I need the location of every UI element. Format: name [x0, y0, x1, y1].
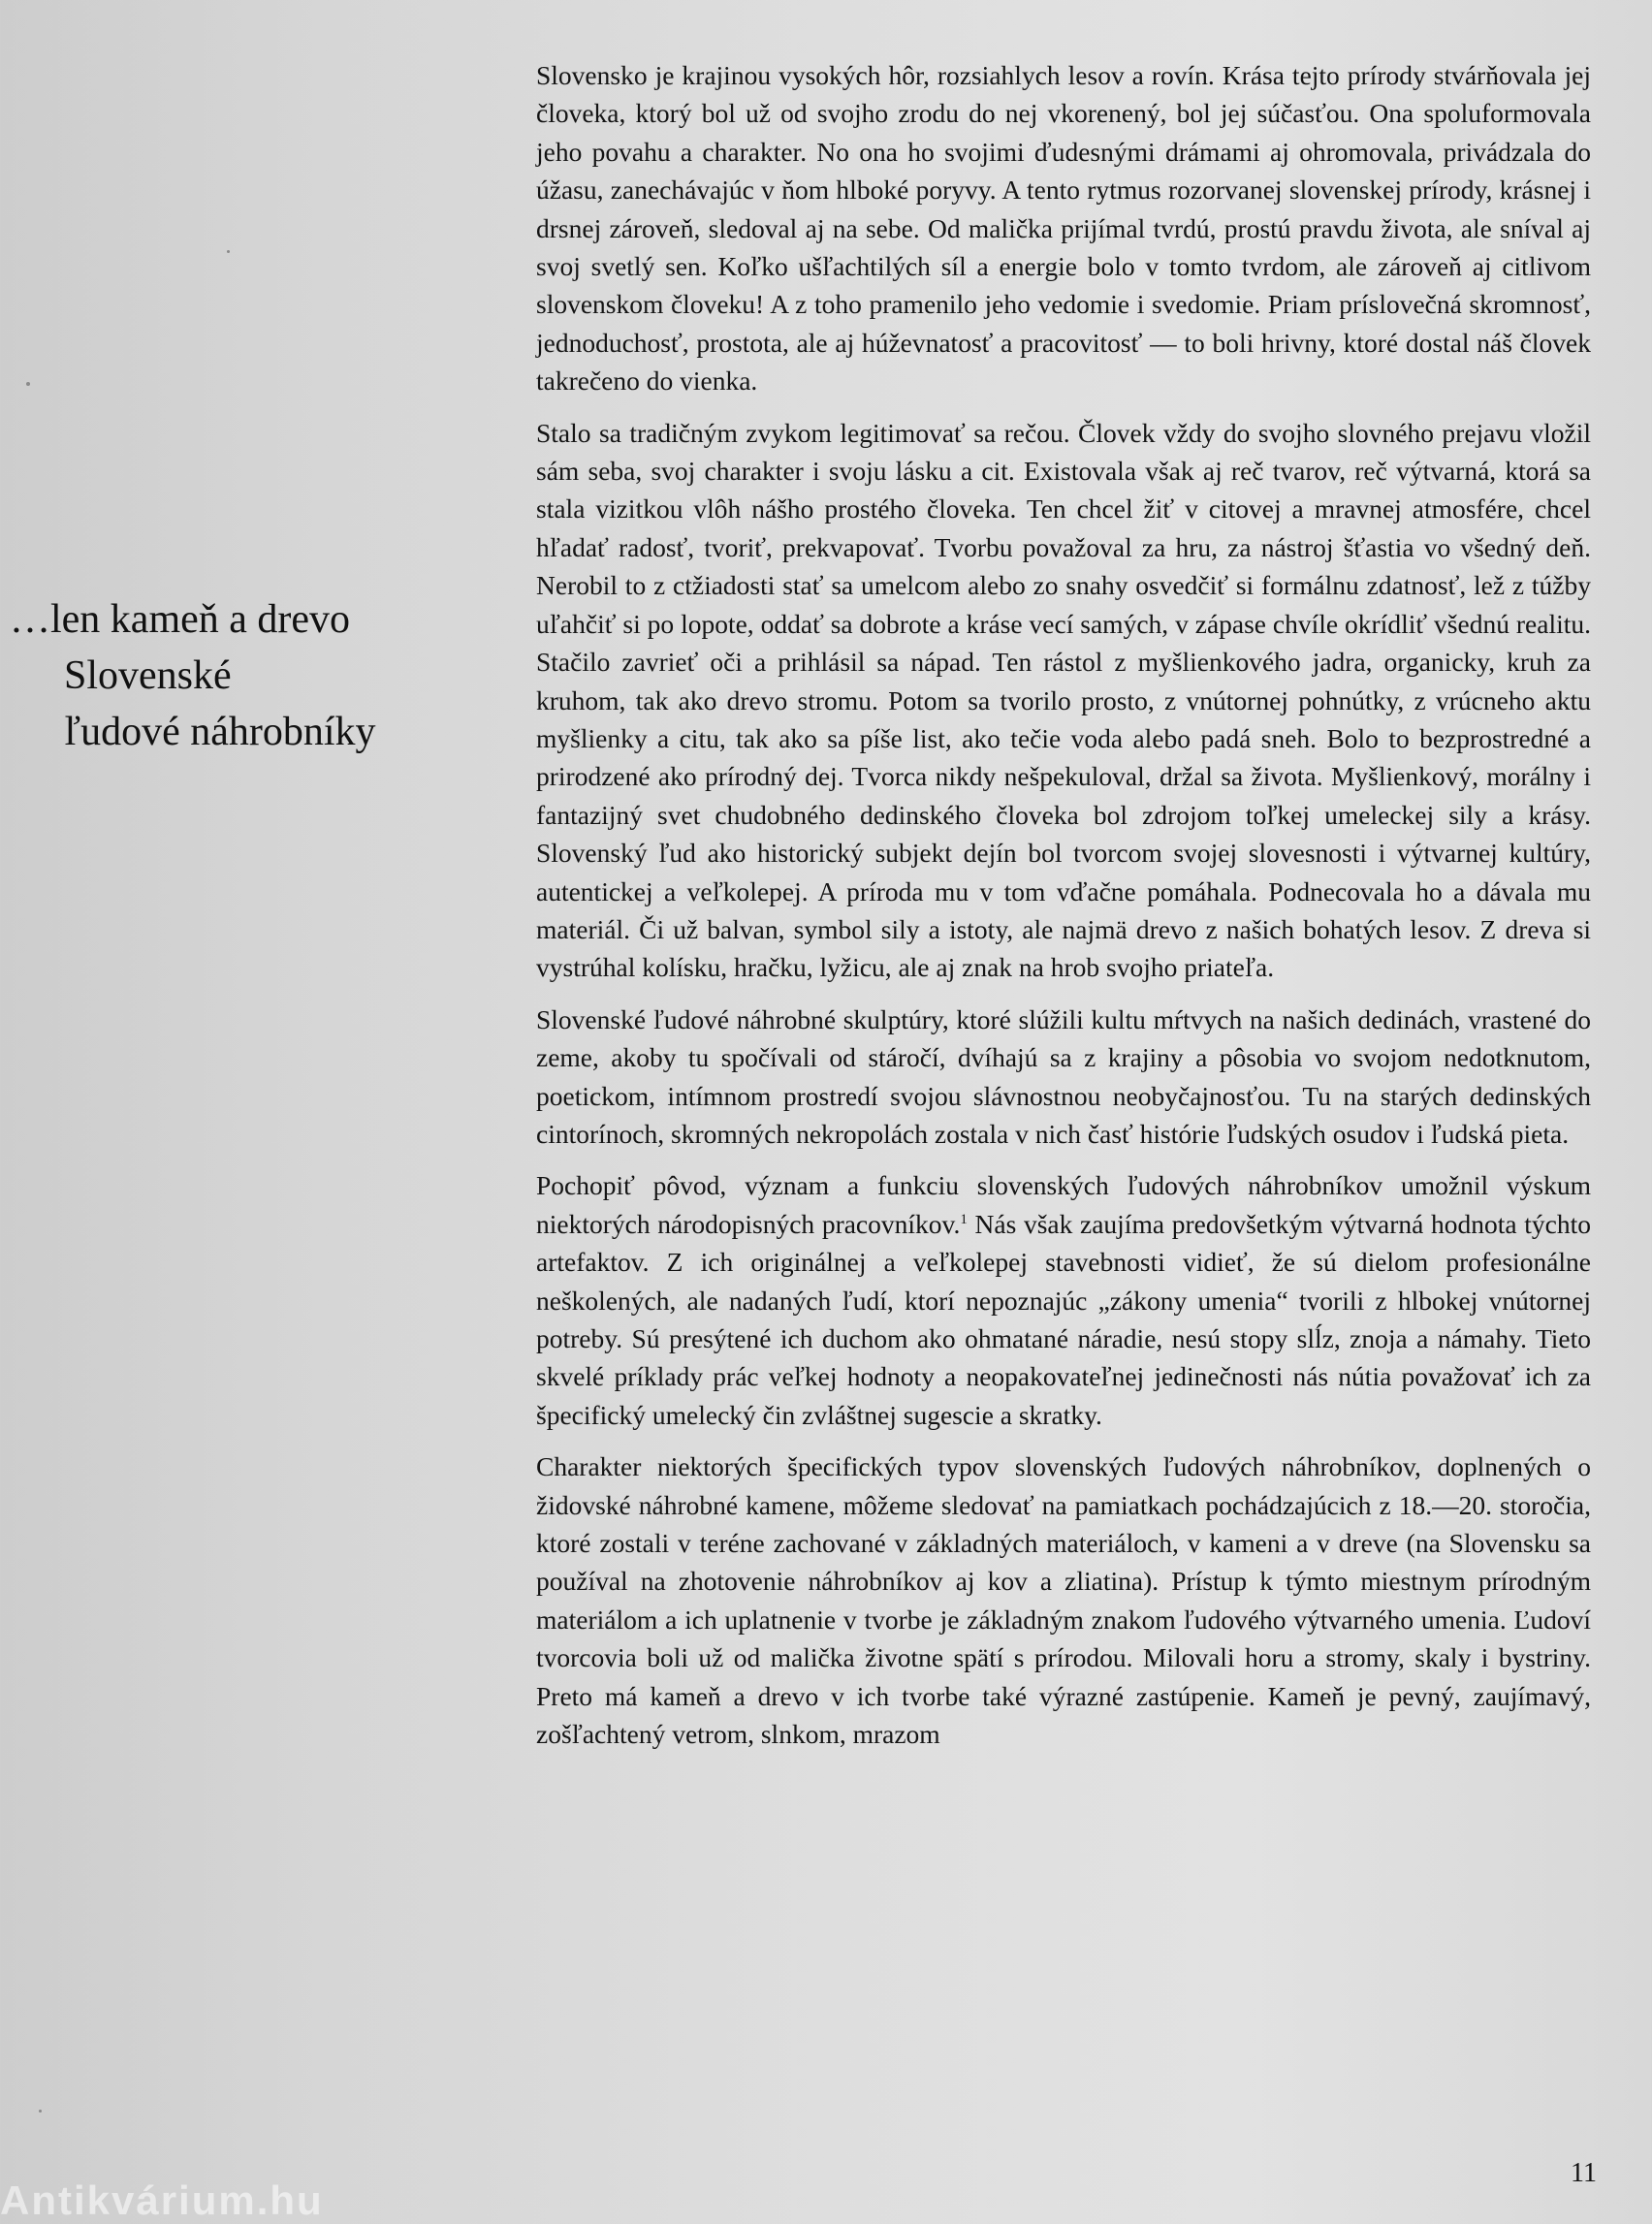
chapter-title	[10, 591, 465, 760]
paper-speck	[39, 2110, 42, 2113]
page-number: 11	[1571, 2158, 1597, 2188]
paragraph-4	[536, 1166, 1591, 1434]
paper-speck	[227, 250, 230, 253]
body-text	[536, 56, 1591, 1766]
watermark: Antikvárium.hu	[0, 2177, 324, 2223]
paper-speck	[26, 382, 30, 386]
footnote-marker: 1	[960, 1211, 968, 1227]
paragraph-5: Charakter niektorých špecifických typov slovenských ľudových náhrobníkov, doplnených o židovské náhrobné kamene, môžeme sledovať na pamiatkach pochádzajúcich z 18.—20. storočia, ktoré zostali v teréne zachované v základných materiáloch, v kameni a v dreve (na Slovensku sa používal na zhotovenie náhrobníkov aj kov a zliatina). Prístup k týmto miestnym prírodným materiálom a ich uplatnenie v tvorbe je základným znakom ľudového výtvarného umenia. Ľudoví tvorcovia boli už od malička životne spätí s prírodou. Milovali horu a stromy, skaly i bystriny. Preto má kameň a drevo v ich tvorbe také výrazné zastúpenie. Kameň je pevný, zaujímavý, zošľachtený vetrom, slnkom, mrazom	[536, 1451, 1591, 1750]
chapter-title-line-2: Slovenské	[64, 653, 232, 698]
paragraph-1: Slovensko je krajinou vysokých hôr, rozsiahlych lesov a rovín. Krása tejto prírody stvárňovala jej človeka, ktorý bol už od svojho zrodu do nej vkorenený, bol jej súčasťou. Ona spoluformovala jeho povahu a charakter. No ona ho svojimi ďudesnými drámami aj ohromovala, privádzala do úžasu, zanechávajúc v ňom hlboké poryvy. A tento rytmus rozorvanej slovenskej prírody, krásnej i drsnej zároveň, sledoval aj na sebe. Od malička prijímal tvrdú, prostú pravdu života, ale sníval aj svoj svetlý sen. Koľko ušľachtilých síl a energie bolo v tomto tvrdom, ale zároveň aj citlivom slovenskom človeku! A z toho pramenilo jeho vedomie i svedomie. Priam príslovečná skromnosť, jednoduchosť, prostota, ale aj húževnatosť a pracovitosť — to boli hrivny, ktoré dostal náš človek takrečeno do vienka.	[536, 60, 1591, 397]
chapter-title-line-1: …len kameň a drevo	[10, 597, 351, 642]
paragraph-4-text-a: Pochopiť pôvod, význam a funkciu slovenských ľudových náhrobníkov umožnil výskum niektorých národopisných pracovníkov.	[536, 1170, 1591, 1239]
chapter-title-line-3: ľudové náhrobníky	[64, 710, 376, 754]
paragraph-4-text-b: Nás však zaujíma predovšetkým výtvarná hodnota týchto artefaktov. Z ich originálnej a veľkolepej stavebnosti vidieť, že sú dielom profesionálne neškolených, ale nadaných ľudí, ktorí nepoznajúc „zákony umenia“ tvorili z hlbokej vnútornej potreby. Sú presýtené ich duchom ako ohmatané náradie, nesú stopy slĺz, znoja a námahy. Tieto skvelé príklady prác veľkej hodnoty a neopakovateľnej jedinečnosti nás nútia považovať ich za špecifický umelecký čin zvláštnej sugescie a skratky.	[536, 1208, 1592, 1430]
paragraph-2: Stalo sa tradičným zvykom legitimovať sa rečou. Človek vždy do svojho slovného prejavu vložil sám seba, svoj charakter i svoju lásku a cit. Existovala však aj reč tvarov, reč výtvarná, ktorá sa stala vizitkou vlôh nášho prostého človeka. Ten chcel žiť v citovej a mravnej atmosfére, chcel hľadať radosť, tvoriť, prekvapovať. Tvorbu považoval za hru, za nástroj šťastia vo všedný deň. Nerobil to z ctžiadosti stať sa umelcom alebo zo snahy osvedčiť si formálnu zdatnosť, lež z túžby uľahčiť si po lopote, oddať sa dobrote a kráse vecí samých, v zápase chvíle okrídliť všednú realitu. Stačilo zavrieť oči a prihlásil sa nápad. Ten rástol z myšlienkového jadra, organicky, kruh za kruhom, tak ako drevo stromu. Potom sa tvorilo prosto, z vnútornej pohnútky, z vrúcneho aktu myšlienky a citu, tak ako sa píše list, ako tečie voda alebo padá sneh. Bolo to bezprostredné a prirodzené ako prírodný dej. Tvorca nikdy nešpekuloval, držal sa života. Myšlienkový, morálny i fantazijný svet chudobného dedinského človeka bol zdrojom toľkej umeleckej sily a krásy. Slovenský ľud ako historický subjekt dejín bol tvorcom svojej slovesnosti i výtvarnej kultúry, autentickej a veľkolepej. A príroda mu v tom vďačne pomáhala. Podnecovala ho a dávala mu materiál. Či už balvan, symbol sily a istoty, ale najmä drevo z našich bohatých lesov. Z dreva si vystrúhal kolísku, hračku, lyžicu, ale aj znak na hrob svojho priateľa.	[536, 417, 1591, 983]
paragraph-3: Slovenské ľudové náhrobné skulptúry, ktoré slúžili kultu mŕtvych na našich dedinách, vrastené do zeme, akoby tu spočívali od stáročí, dvíhajú sa z krajiny a pôsobia vo svojom nedotknutom, poetickom, intímnom prostredí svojou slávnostnou neobyčajnosťou. Tu na starých dedinských cintorínoch, skromných nekropolách zostala v nich časť histórie ľudských osudov i ľudská pieta.	[536, 1003, 1591, 1149]
